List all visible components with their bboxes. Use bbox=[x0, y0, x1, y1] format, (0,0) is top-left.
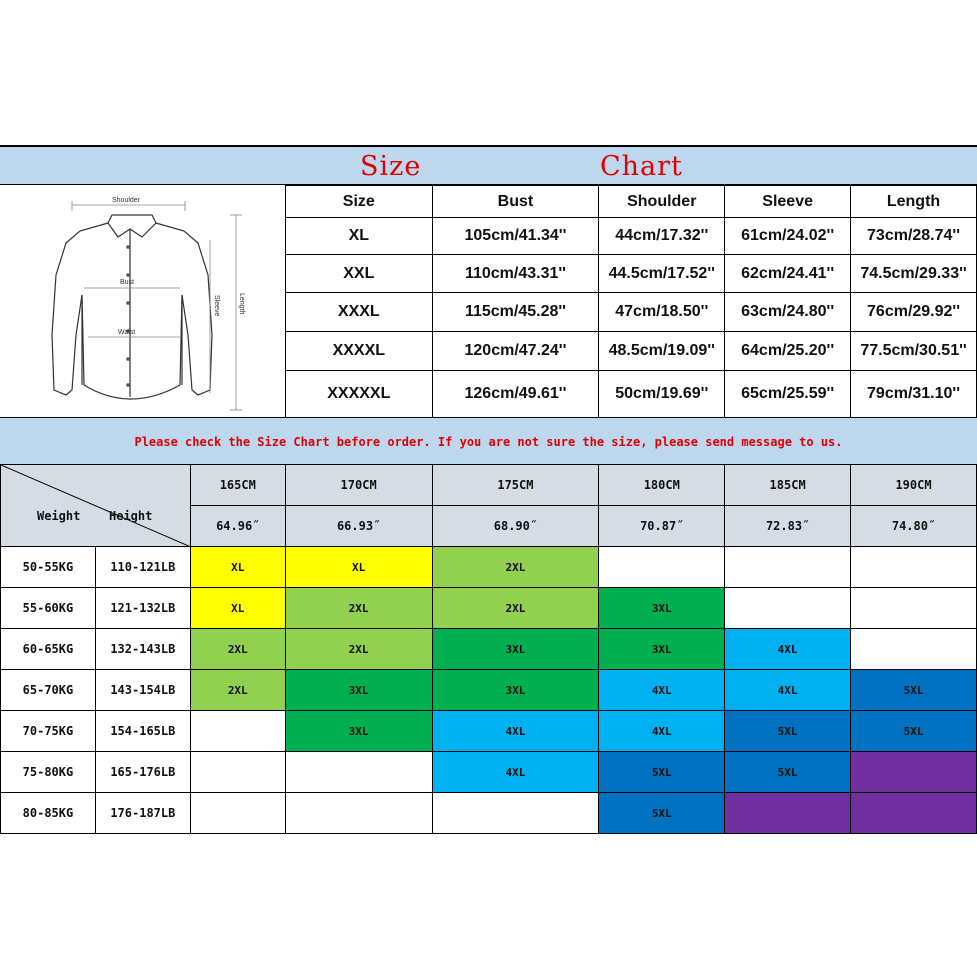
bust-cell: 126cm/49.61'' bbox=[432, 371, 599, 418]
weight-lb-cell: 165-176LB bbox=[95, 752, 190, 793]
height-in-cell: 66.93˝ bbox=[285, 506, 432, 547]
weight-lb-cell: 121-132LB bbox=[95, 588, 190, 629]
weight-kg-cell: 60-65KG bbox=[1, 629, 96, 670]
size-recommendation-cell: 2XL bbox=[190, 670, 285, 711]
title-size: Size bbox=[360, 151, 422, 182]
height-cm-cell: 185CM bbox=[725, 465, 851, 506]
height-cm-cell: 180CM bbox=[599, 465, 725, 506]
size-cell: XXXXXL bbox=[286, 371, 433, 418]
table-row bbox=[286, 332, 977, 371]
size-recommendation-cell: 2XL bbox=[432, 547, 599, 588]
size-recommendation-cell: 3XL bbox=[285, 711, 432, 752]
bust-label: Bust bbox=[120, 279, 135, 286]
size-recommendation-cell: 4XL bbox=[725, 670, 851, 711]
sleeve-cell: 61cm/24.02'' bbox=[725, 218, 851, 255]
header-length: Length bbox=[851, 186, 977, 218]
size-recommendation-cell: XL bbox=[285, 547, 432, 588]
height-cm-cell: 165CM bbox=[190, 465, 285, 506]
size-recommendation-cell bbox=[432, 793, 599, 834]
size-recommendation-cell: 2XL bbox=[432, 588, 599, 629]
shirt-diagram bbox=[0, 185, 286, 417]
size-recommendation-cell: 5XL bbox=[851, 711, 977, 752]
header-bust: Bust bbox=[432, 186, 599, 218]
weight-kg-cell: 70-75KG bbox=[1, 711, 96, 752]
measurement-header-row bbox=[286, 186, 977, 218]
weight-kg-cell: 65-70KG bbox=[1, 670, 96, 711]
weight-kg-cell: 50-55KG bbox=[1, 547, 96, 588]
table-row bbox=[286, 293, 977, 332]
size-recommendation-cell bbox=[851, 547, 977, 588]
shoulder-label: Shoulder bbox=[112, 197, 141, 204]
height-cm-cell: 175CM bbox=[432, 465, 599, 506]
sleeve-cell: 65cm/25.59'' bbox=[725, 371, 851, 418]
shoulder-cell: 50cm/19.69'' bbox=[599, 371, 725, 418]
size-recommendation-cell: 2XL bbox=[285, 629, 432, 670]
table-row bbox=[1, 547, 977, 588]
height-cm-cell: 170CM bbox=[285, 465, 432, 506]
height-in-cell: 64.96˝ bbox=[190, 506, 285, 547]
size-recommendation-cell bbox=[725, 588, 851, 629]
length-cell: 77.5cm/30.51'' bbox=[851, 332, 977, 371]
size-cell: XXXL bbox=[286, 293, 433, 332]
table-row bbox=[1, 629, 977, 670]
notice-bar bbox=[0, 417, 977, 465]
table-row bbox=[1, 588, 977, 629]
height-in-cell: 72.83˝ bbox=[725, 506, 851, 547]
shoulder-cell: 44.5cm/17.52'' bbox=[599, 255, 725, 293]
sleeve-cell: 64cm/25.20'' bbox=[725, 332, 851, 371]
length-cell: 79cm/31.10'' bbox=[851, 371, 977, 418]
size-recommendation-cell: 4XL bbox=[599, 670, 725, 711]
size-recommendation-cell: 3XL bbox=[432, 670, 599, 711]
table-row bbox=[286, 218, 977, 255]
weight-kg-cell: 55-60KG bbox=[1, 588, 96, 629]
size-recommendation-cell: XL bbox=[190, 547, 285, 588]
header-size: Size bbox=[286, 186, 433, 218]
weight-height-corner bbox=[1, 465, 191, 547]
length-label: Length bbox=[238, 293, 245, 315]
sleeve-cell: 62cm/24.41'' bbox=[725, 255, 851, 293]
height-in-cell: 74.80˝ bbox=[851, 506, 977, 547]
sleeve-cell: 63cm/24.80'' bbox=[725, 293, 851, 332]
fit-header-row-cm bbox=[1, 465, 977, 506]
size-recommendation-cell: 4XL bbox=[725, 629, 851, 670]
size-recommendation-cell: 3XL bbox=[599, 629, 725, 670]
notice-text: Please check the Size Chart before order. If you are not sure the size, please send message to us. bbox=[134, 435, 843, 449]
size-recommendation-cell bbox=[851, 752, 977, 793]
shoulder-cell: 47cm/18.50'' bbox=[599, 293, 725, 332]
fit-table bbox=[0, 464, 977, 834]
size-recommendation-cell: 4XL bbox=[432, 711, 599, 752]
size-recommendation-cell bbox=[725, 547, 851, 588]
size-recommendation-cell: 5XL bbox=[725, 711, 851, 752]
header-shoulder: Shoulder bbox=[599, 186, 725, 218]
height-in-cell: 70.87˝ bbox=[599, 506, 725, 547]
shirt-icon bbox=[0, 185, 286, 417]
height-cm-cell: 190CM bbox=[851, 465, 977, 506]
table-row bbox=[286, 371, 977, 418]
size-cell: XXL bbox=[286, 255, 433, 293]
table-row bbox=[286, 255, 977, 293]
size-recommendation-cell bbox=[190, 752, 285, 793]
size-chart bbox=[0, 145, 977, 833]
size-recommendation-cell bbox=[851, 629, 977, 670]
sleeve-label: Sleeve bbox=[213, 295, 220, 317]
weight-lb-cell: 132-143LB bbox=[95, 629, 190, 670]
height-in-cell: 68.90˝ bbox=[432, 506, 599, 547]
size-recommendation-cell bbox=[851, 588, 977, 629]
size-recommendation-cell: 5XL bbox=[851, 670, 977, 711]
length-cell: 74.5cm/29.33'' bbox=[851, 255, 977, 293]
table-row bbox=[1, 711, 977, 752]
header-sleeve: Sleeve bbox=[725, 186, 851, 218]
length-cell: 73cm/28.74'' bbox=[851, 218, 977, 255]
height-label: Height bbox=[109, 509, 153, 523]
weight-lb-cell: 154-165LB bbox=[95, 711, 190, 752]
size-recommendation-cell: 2XL bbox=[285, 588, 432, 629]
size-recommendation-cell: 3XL bbox=[432, 629, 599, 670]
size-recommendation-cell: 3XL bbox=[599, 588, 725, 629]
size-recommendation-cell: 5XL bbox=[725, 752, 851, 793]
size-recommendation-cell bbox=[285, 752, 432, 793]
bust-cell: 115cm/45.28'' bbox=[432, 293, 599, 332]
table-row bbox=[1, 670, 977, 711]
size-recommendation-cell: 3XL bbox=[285, 670, 432, 711]
size-recommendation-cell: XL bbox=[190, 588, 285, 629]
bust-cell: 110cm/43.31'' bbox=[432, 255, 599, 293]
weight-lb-cell: 143-154LB bbox=[95, 670, 190, 711]
size-cell: XXXXL bbox=[286, 332, 433, 371]
diagonal-divider bbox=[1, 465, 191, 547]
length-cell: 76cm/29.92'' bbox=[851, 293, 977, 332]
size-recommendation-cell bbox=[851, 793, 977, 834]
shoulder-cell: 44cm/17.32'' bbox=[599, 218, 725, 255]
size-recommendation-cell: 5XL bbox=[599, 752, 725, 793]
size-recommendation-cell: 2XL bbox=[190, 629, 285, 670]
weight-lb-cell: 110-121LB bbox=[95, 547, 190, 588]
size-recommendation-cell: 5XL bbox=[599, 793, 725, 834]
size-recommendation-cell bbox=[725, 793, 851, 834]
title-chart: Chart bbox=[600, 151, 683, 182]
table-row bbox=[1, 752, 977, 793]
size-recommendation-cell: 4XL bbox=[599, 711, 725, 752]
shoulder-cell: 48.5cm/19.09'' bbox=[599, 332, 725, 371]
waist-label: Waist bbox=[118, 329, 136, 336]
weight-label: Weight bbox=[37, 509, 81, 523]
bust-cell: 105cm/41.34'' bbox=[432, 218, 599, 255]
title-bar bbox=[0, 145, 977, 185]
weight-kg-cell: 75-80KG bbox=[1, 752, 96, 793]
size-recommendation-cell bbox=[190, 711, 285, 752]
size-recommendation-cell: 4XL bbox=[432, 752, 599, 793]
weight-lb-cell: 176-187LB bbox=[95, 793, 190, 834]
size-cell: XL bbox=[286, 218, 433, 255]
weight-kg-cell: 80-85KG bbox=[1, 793, 96, 834]
table-row bbox=[1, 793, 977, 834]
size-recommendation-cell bbox=[599, 547, 725, 588]
bust-cell: 120cm/47.24'' bbox=[432, 332, 599, 371]
size-recommendation-cell bbox=[285, 793, 432, 834]
measurement-table bbox=[285, 185, 977, 418]
size-recommendation-cell bbox=[190, 793, 285, 834]
